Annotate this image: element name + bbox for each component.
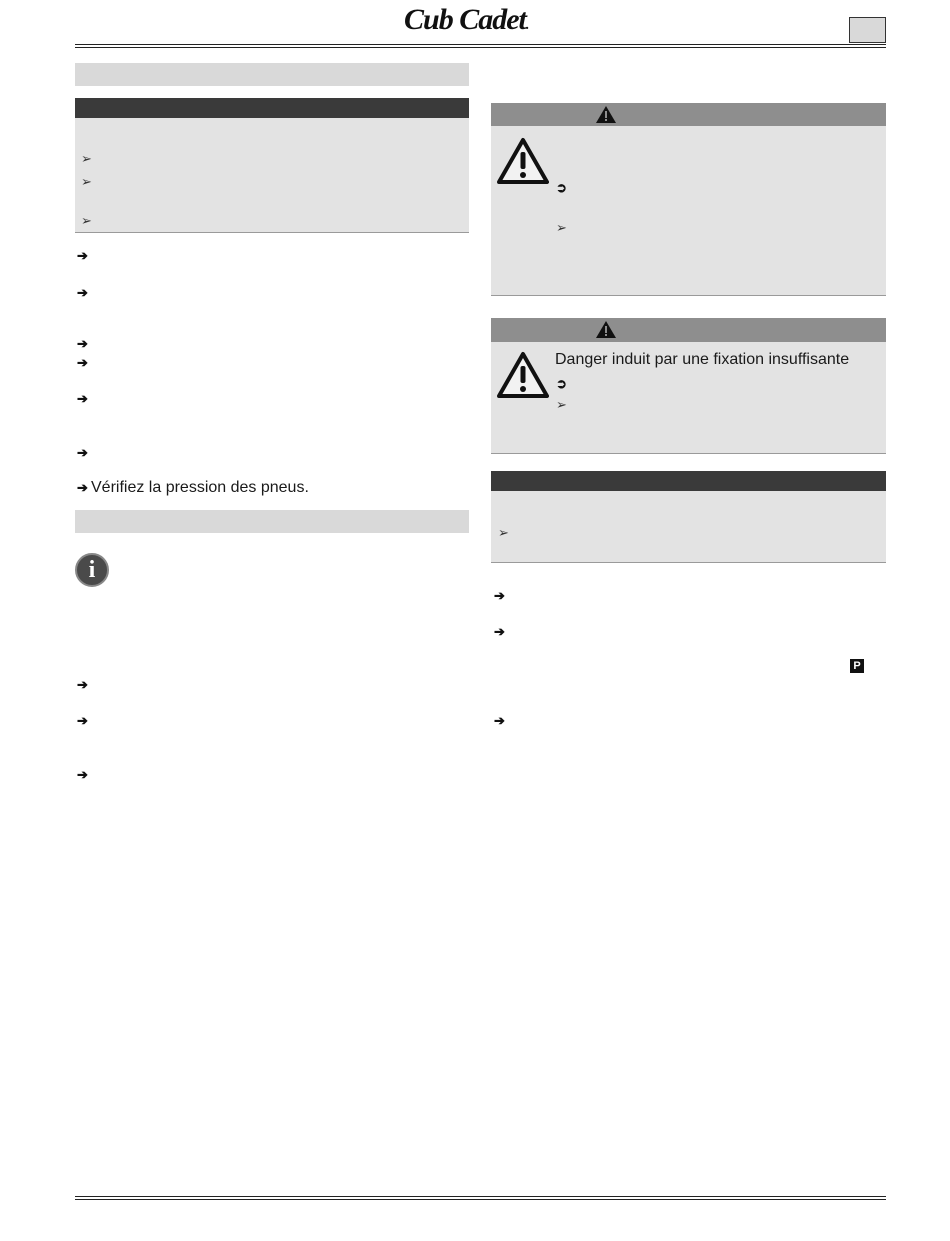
- note-heading-bar: [75, 98, 469, 118]
- step-arrow-icon: ➔: [77, 480, 88, 495]
- warning-triangle-icon: [497, 351, 549, 398]
- step-arrow-icon: ➔: [77, 336, 88, 351]
- warning-small-icon: [595, 105, 617, 124]
- action-circle-arrow-icon: ➲: [556, 180, 567, 195]
- footer-rule: [75, 1196, 886, 1197]
- action-circle-arrow-icon: ➲: [556, 376, 567, 391]
- step-arrow-icon: ➔: [494, 624, 505, 639]
- note-panel: [75, 118, 469, 233]
- bullet-chevron-icon: ➢: [498, 525, 509, 540]
- step-arrow-icon: ➔: [77, 713, 88, 728]
- warning-small-icon: [595, 320, 617, 339]
- note-heading-bar: [491, 471, 886, 491]
- brand-logo: Cub Cadet.: [404, 3, 529, 36]
- step-arrow-icon: ➔: [494, 713, 505, 728]
- warning-triangle-icon: [497, 137, 549, 184]
- bullet-chevron-icon: ➢: [81, 213, 92, 228]
- step-arrow-icon: ➔: [494, 588, 505, 603]
- warning-panel: [491, 126, 886, 296]
- step-arrow-icon: ➔: [77, 767, 88, 782]
- info-icon: i: [75, 553, 109, 587]
- tire-pressure-step: Vérifiez la pression des pneus.: [91, 479, 309, 496]
- bullet-chevron-icon: ➢: [556, 397, 567, 412]
- step-arrow-icon: ➔: [77, 677, 88, 692]
- step-arrow-icon: ➔: [77, 248, 88, 263]
- note-panel: [491, 491, 886, 563]
- parking-brake-badge: P: [850, 659, 864, 673]
- step-arrow-icon: ➔: [77, 445, 88, 460]
- section-heading-bar: [75, 63, 469, 86]
- warning-heading-bar: [491, 318, 886, 342]
- bullet-chevron-icon: ➢: [81, 151, 92, 166]
- warning-heading-bar: [491, 103, 886, 126]
- footer-rule: [75, 1199, 886, 1200]
- bullet-chevron-icon: ➢: [556, 220, 567, 235]
- step-arrow-icon: ➔: [77, 285, 88, 300]
- header-rule: [75, 47, 886, 48]
- header-rule: [75, 44, 886, 45]
- step-arrow-icon: ➔: [77, 355, 88, 370]
- section-heading-bar: [75, 510, 469, 533]
- bullet-chevron-icon: ➢: [81, 174, 92, 189]
- page-number-box: [849, 17, 886, 43]
- warning-danger-text: Danger induit par une fixation insuffisante: [555, 351, 850, 368]
- step-arrow-icon: ➔: [77, 391, 88, 406]
